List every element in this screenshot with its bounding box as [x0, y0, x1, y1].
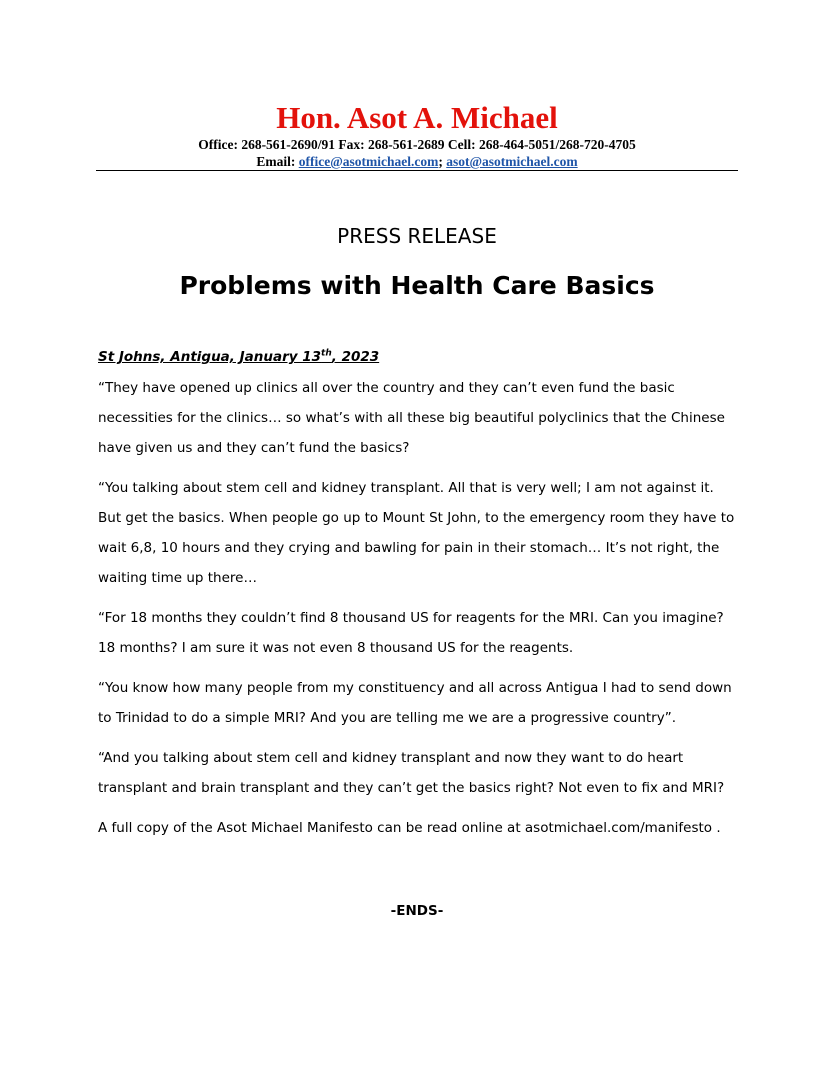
dateline-year: , 2023 — [331, 349, 380, 365]
paragraph: “And you talking about stem cell and kidney transplant and now they want to do heart transplant and brain transplant and they can’t get the basics right? Not even to fix and MRI? — [98, 750, 725, 796]
email-link-office[interactable]: office@asotmichael.com — [298, 154, 439, 169]
press-release-headline: Problems with Health Care Basics — [179, 271, 655, 300]
dateline — [98, 346, 738, 368]
paragraph: “You talking about stem cell and kidney transplant. All that is very well; I am not against it. But get the basics. When people go up to Mount St John, to the emergency room they have to wait 6,8, 10 hours and they crying and bawling for pain in their stomach… It’s not right, the waiting time up there… — [98, 480, 735, 586]
email-line — [96, 153, 738, 170]
letterhead-divider — [96, 170, 738, 171]
email-link-asot[interactable]: asot@asotmichael.com — [446, 154, 578, 169]
dateline-superscript: th — [321, 348, 332, 359]
press-release-label: PRESS RELEASE — [337, 224, 497, 248]
contact-line: Office: 268-561-2690/91 Fax: 268-561-2689 Cell: 268-464-5051/268-720-4705 — [198, 137, 636, 152]
paragraph: “For 18 months they couldn’t find 8 thousand US for reagents for the MRI. Can you imagine? 18 months? I am sure it was not even 8 thousand US for the reagents. — [98, 610, 724, 656]
dateline-text: St Johns, Antigua, January 13 — [98, 349, 322, 365]
paragraph: “You know how many people from my constituency and all across Antigua I had to send down to Trinidad to do a simple MRI? And you are telling me we are a progressive country”. — [98, 680, 732, 726]
email-separator: ; — [438, 154, 443, 169]
letterhead-name: Hon. Asot A. Michael — [276, 100, 558, 135]
ends-marker: -ENDS- — [390, 903, 444, 919]
paragraph: “They have opened up clinics all over the country and they can’t even fund the basic necessities for the clinics… so what’s with all these big beautiful polyclinics that the Chinese have given us and they can’t fund the basics? — [98, 380, 725, 456]
letterhead — [96, 100, 738, 170]
email-label: Email: — [256, 154, 296, 169]
manifesto-paragraph: A full copy of the Asot Michael Manifesto can be read online at asotmichael.com/manifesto . — [98, 820, 721, 836]
press-release-body — [98, 346, 738, 843]
